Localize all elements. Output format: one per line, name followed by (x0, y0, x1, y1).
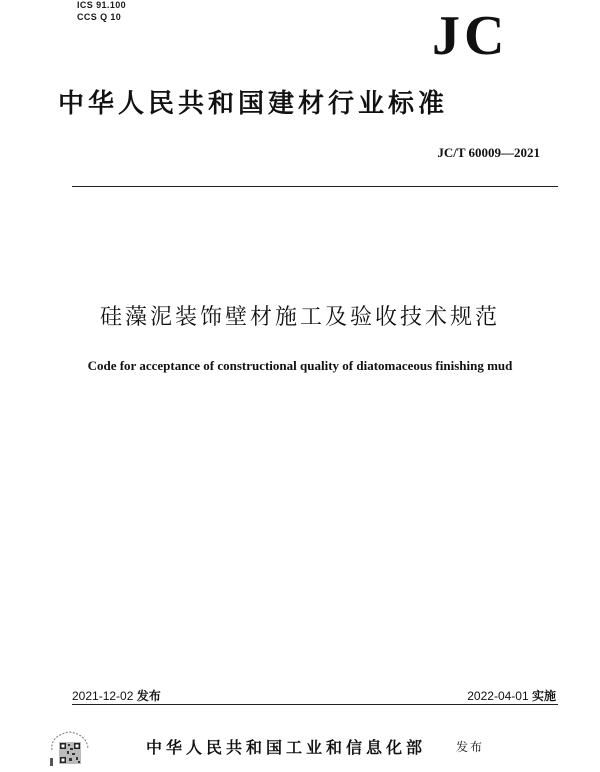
jc-logo: JC (432, 5, 509, 67)
publisher-action: 发布 (456, 740, 485, 754)
standard-number (437, 145, 540, 161)
issue-date (72, 687, 161, 704)
bottom-divider (72, 704, 558, 705)
issue-date-label: 发布 (136, 689, 161, 703)
standard-number-text: JC/T 60009—2021 (437, 145, 540, 160)
standard-category: 中华人民共和国建材行业标准 (58, 89, 449, 119)
document-title-english: Code for acceptance of constructional quality of diatomaceous finishing mud (87, 358, 513, 373)
publisher-name: 中华人民共和国工业和信息化部 (146, 738, 427, 757)
document-title-chinese: 硅藻泥装饰壁材施工及验收技术规范 (99, 305, 500, 330)
implementation-date (467, 687, 556, 704)
qr-seal-icon (46, 728, 92, 772)
implementation-date-value: 2022-04-01 (467, 689, 529, 703)
implementation-date-label: 实施 (531, 689, 556, 703)
issue-date-value: 2021-12-02 (72, 689, 134, 703)
top-divider (72, 186, 558, 187)
ccs-code: CCS Q 10 (77, 12, 122, 22)
ics-code: ICS 91.100 (77, 0, 127, 10)
